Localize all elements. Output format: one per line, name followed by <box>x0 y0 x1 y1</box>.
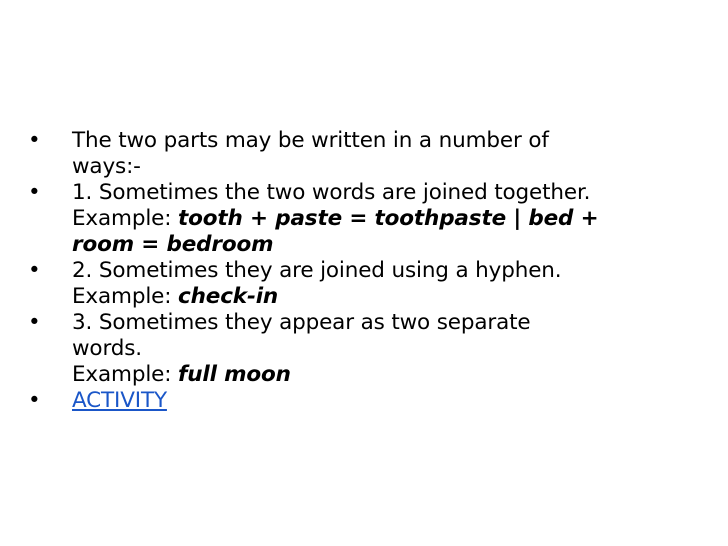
bullet-text-line: The two parts may be written in a number of <box>72 128 549 153</box>
bullet-item-hyphen <box>26 258 706 310</box>
bullet-item-activity <box>26 388 706 414</box>
bullet-text-line: 2. Sometimes they are joined using a hyphen. <box>72 258 562 283</box>
example-text: full moon <box>178 362 291 387</box>
bullet-text-line: ways:- <box>72 154 141 179</box>
example-label: Example: <box>72 362 179 387</box>
example-line <box>72 362 706 388</box>
bullet-icon: • <box>28 310 41 335</box>
example-text: room = bedroom <box>72 232 274 257</box>
activity-link[interactable]: ACTIVITY <box>72 388 167 413</box>
bullet-text-line: 3. Sometimes they appear as two separate <box>72 310 531 335</box>
bullet-text-line: 1. Sometimes the two words are joined together. <box>72 180 591 205</box>
example-label: Example: <box>72 284 179 309</box>
bullet-icon: • <box>28 128 41 153</box>
example-text: check-in <box>178 284 279 309</box>
bullet-item-joined-together <box>26 180 706 258</box>
example-line <box>72 206 706 232</box>
example-label: Example: <box>72 206 179 231</box>
bullet-text-line: words. <box>72 336 142 361</box>
bullet-item-separate-words <box>26 310 706 388</box>
example-text: tooth + paste = toothpaste | bed + <box>178 206 599 231</box>
bullet-icon: • <box>28 180 41 205</box>
bullet-item-number-of-ways <box>26 128 706 180</box>
bullet-icon: • <box>28 258 41 283</box>
example-line <box>72 284 706 310</box>
bullet-icon: • <box>28 388 41 413</box>
bullet-list <box>26 128 706 414</box>
